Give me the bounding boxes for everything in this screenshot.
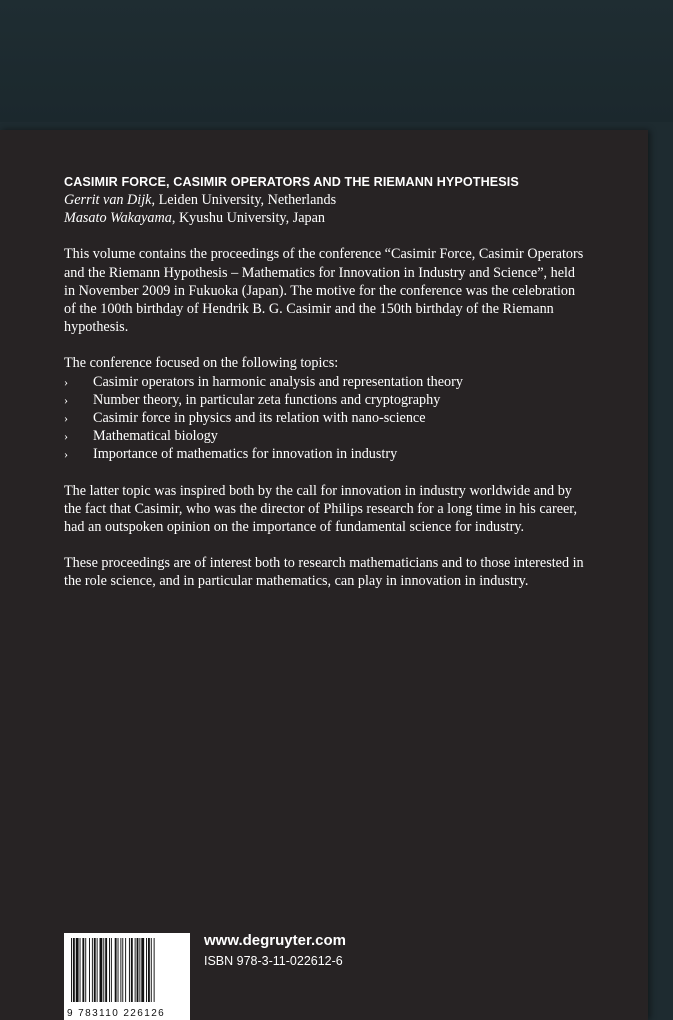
author-affiliation: , Kyushu University, Japan bbox=[171, 210, 325, 227]
chevron-right-icon: › bbox=[64, 411, 68, 426]
author-name: Gerrit van Dijk bbox=[64, 192, 152, 208]
topic-text: Importance of mathematics for innovation in industry bbox=[93, 446, 398, 463]
latter-topic-paragraph bbox=[64, 482, 584, 537]
isbn-number: ISBN 978-3-11-022612-6 bbox=[204, 954, 343, 968]
list-item bbox=[64, 391, 584, 409]
topic-text: Casimir force in physics and its relation with nano-science bbox=[93, 410, 426, 427]
topics-list bbox=[64, 373, 584, 464]
topic-text: Casimir operators in harmonic analysis and representation theory bbox=[93, 373, 463, 390]
list-item bbox=[64, 409, 584, 427]
isbn-barcode bbox=[64, 933, 190, 1020]
book-title: CASIMIR FORCE, CASIMIR OPERATORS AND THE RIEMANN HYPOTHESIS bbox=[64, 175, 519, 189]
cover-text bbox=[64, 173, 584, 591]
chevron-right-icon: › bbox=[64, 429, 68, 444]
topics-heading: The conference focused on the following topics: bbox=[64, 355, 339, 372]
latter-topic-text: The latter topic was inspired both by the call for innovation in industry worldwide and by the fact that Casimir, who was the director of Philips research for a long time in his career, had an outspoken opinion on the importance of fundamental science for industry. bbox=[64, 482, 577, 536]
author-line-1 bbox=[64, 191, 584, 209]
interest-paragraph bbox=[64, 554, 584, 590]
background-band bbox=[0, 0, 673, 122]
intro-paragraph bbox=[64, 245, 584, 336]
chevron-right-icon: › bbox=[64, 374, 68, 389]
list-item bbox=[64, 445, 584, 463]
author-affiliation: , Leiden University, Netherlands bbox=[151, 192, 337, 208]
intro-text: This volume contains the proceedings of the conference “Casimir Force, Casimir Operators and the Riemann Hypothesis – Mathematics for Innovation in Industry and Science”, held in November 2009 in Fukuoka (Japan). The motive for the conference was the celebration of the 100th birthday of Hendrik B. G. Casimir and the 150th birthday of the Riemann hypothesis. bbox=[64, 246, 584, 336]
topics-section bbox=[64, 354, 584, 463]
publisher-info bbox=[204, 932, 346, 970]
topic-text: Number theory, in particular zeta functions and cryptography bbox=[93, 391, 441, 408]
list-item bbox=[64, 427, 584, 445]
publisher-url: www.degruyter.com bbox=[204, 932, 346, 949]
barcode-digits: 9 783110 226126 bbox=[67, 1008, 166, 1019]
list-item bbox=[64, 373, 584, 391]
author-name: Masato Wakayama bbox=[64, 210, 172, 227]
barcode-icon bbox=[70, 938, 184, 1002]
interest-text: These proceedings are of interest both to research mathematicians and to those interested in the role science, and in particular mathematics, can play in innovation in industry. bbox=[64, 555, 584, 590]
chevron-right-icon: › bbox=[64, 392, 68, 407]
topic-text: Mathematical biology bbox=[93, 428, 218, 445]
author-line-2 bbox=[64, 209, 584, 227]
chevron-right-icon: › bbox=[64, 447, 68, 462]
